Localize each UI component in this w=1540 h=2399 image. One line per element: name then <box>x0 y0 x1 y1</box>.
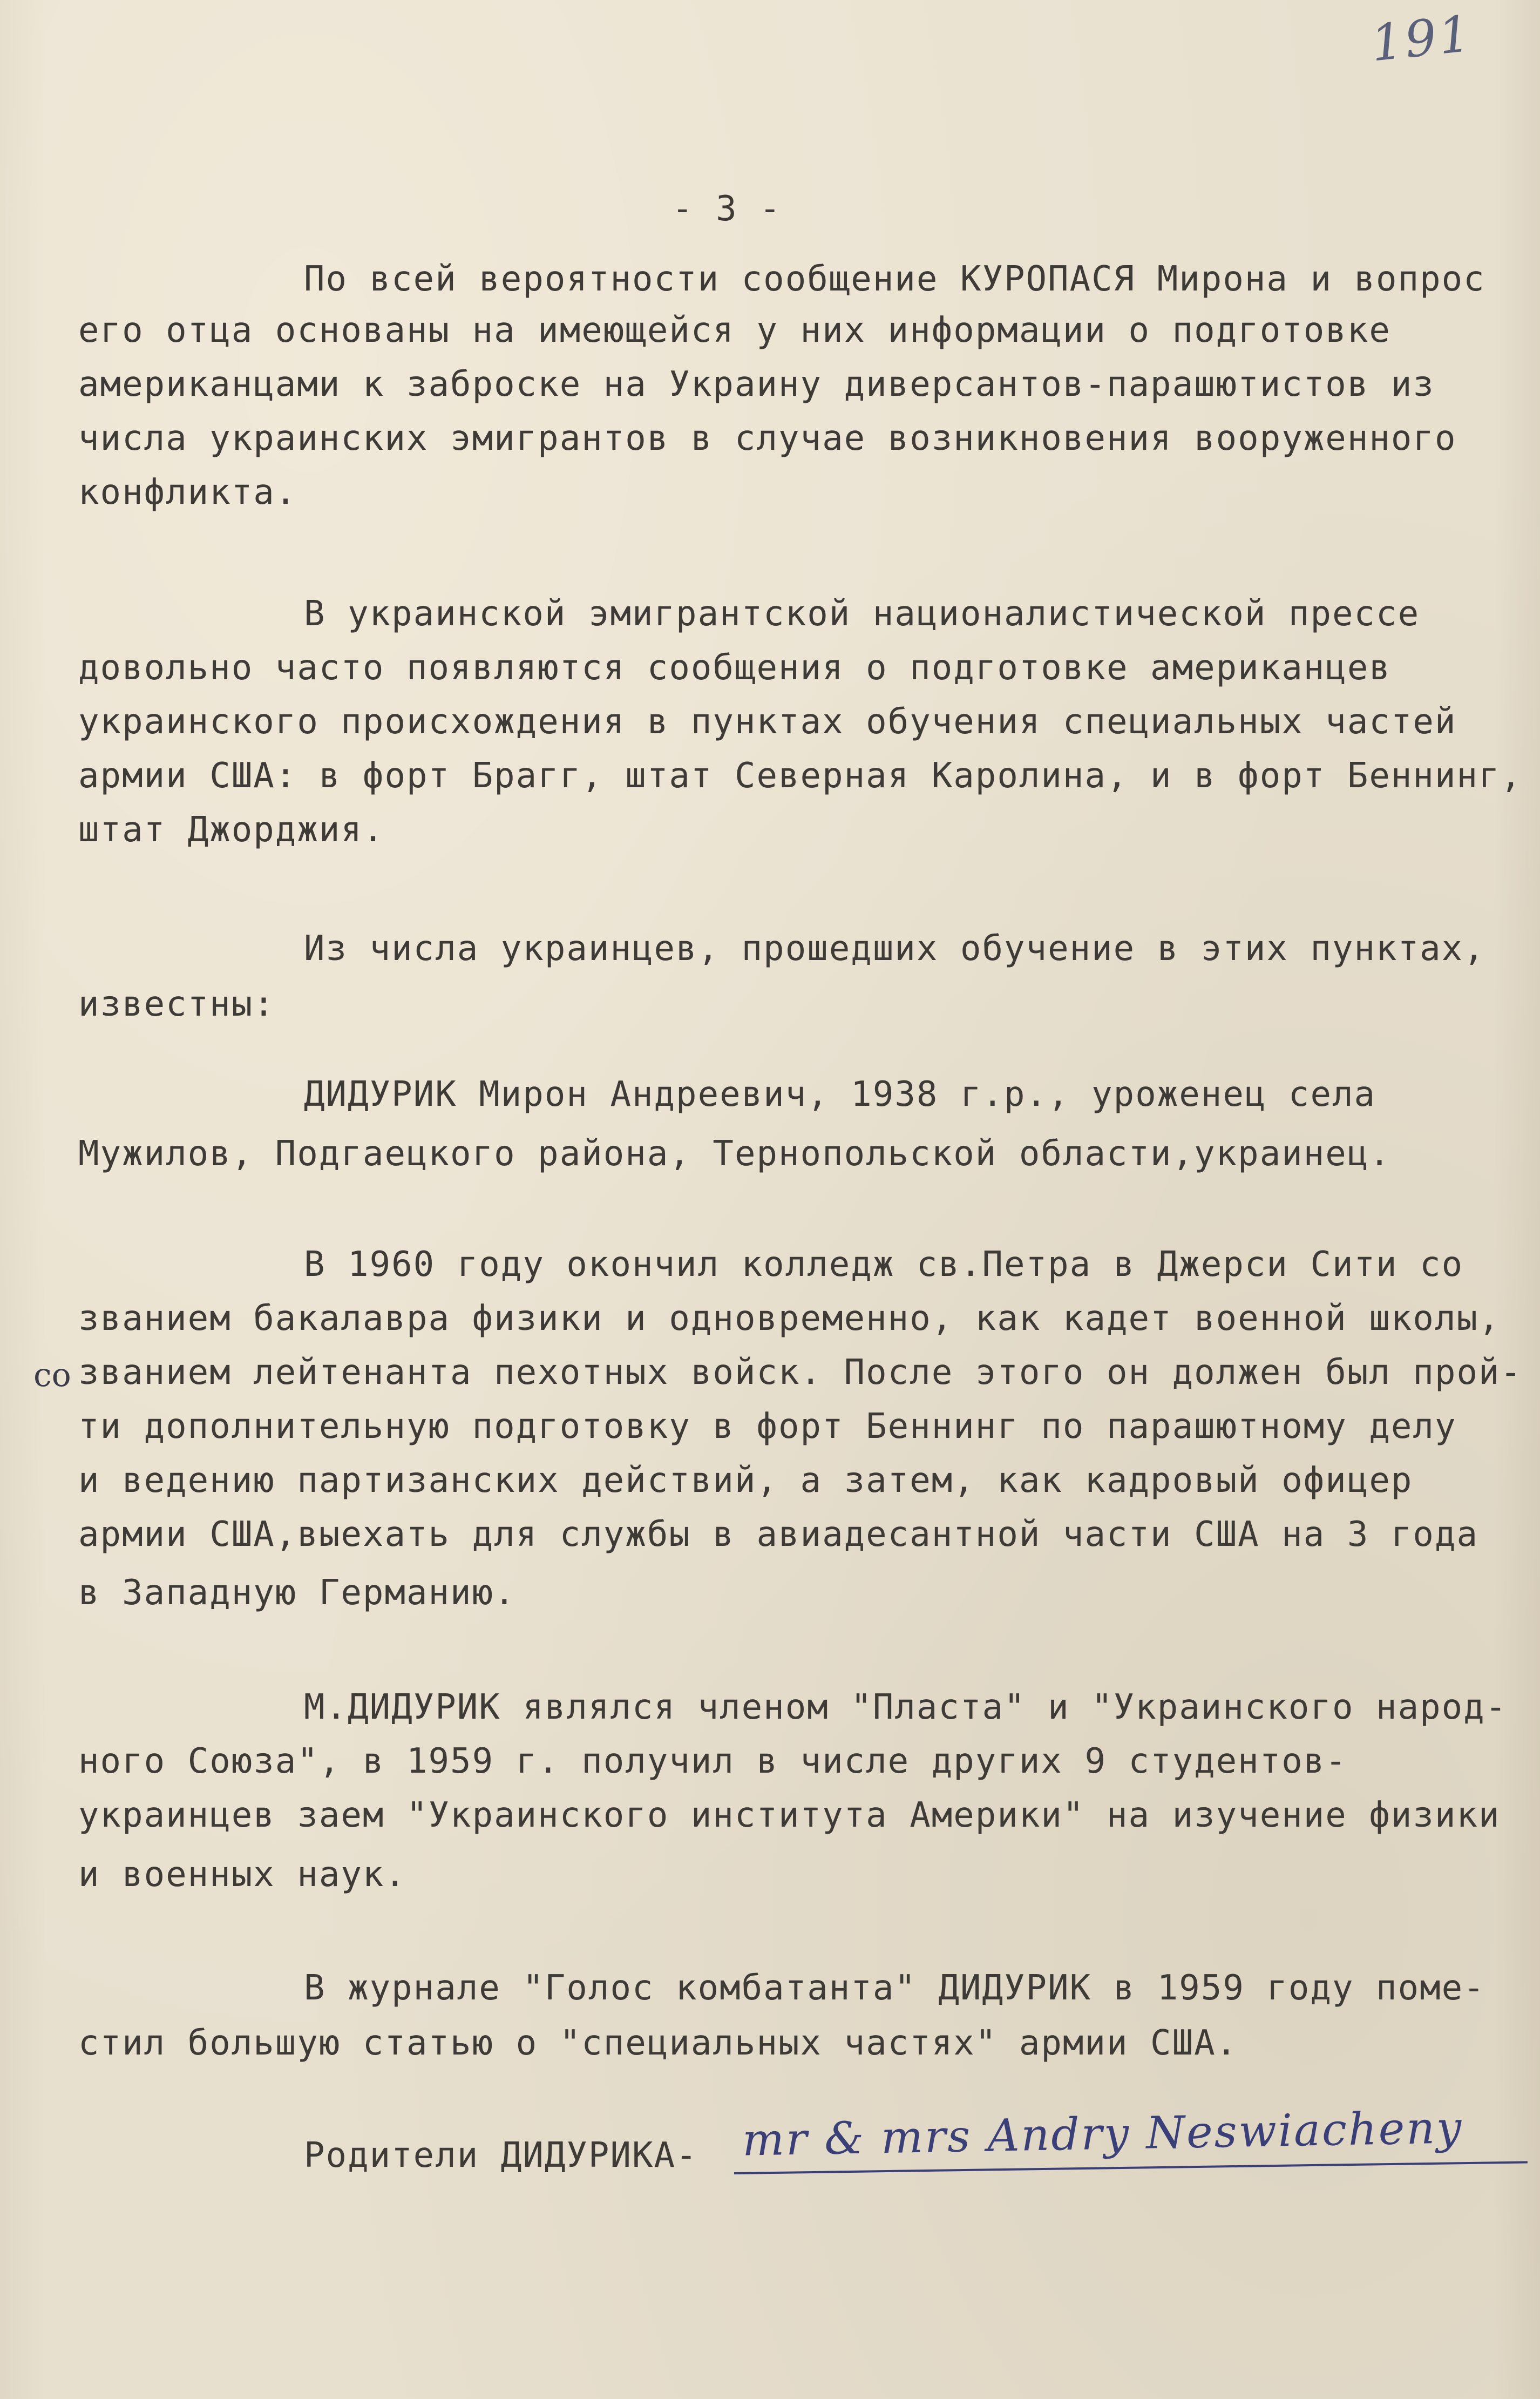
folio-number: 191 <box>1368 4 1475 73</box>
paragraph-5-line-2: званием бакалавра физики и одновременно, как кадет военной школы, <box>78 1299 1501 1339</box>
paragraph-5-line-1: В 1960 году окончил колледж св.Петра в Джерси Сити со <box>304 1245 1464 1285</box>
paragraph-6-line-4: и военных наук. <box>78 1855 406 1895</box>
paragraph-2-line-2: довольно часто появляются сообщения о подготовке американцев <box>78 648 1391 688</box>
paragraph-5-line-3: званием лейтенанта пехотных войск. После этого он должен был прой- <box>78 1353 1523 1393</box>
parents-label: Родители ДИДУРИКА- <box>304 2136 698 2175</box>
paragraph-5-line-5: и ведению партизанских действий, а затем, как кадровый офицер <box>78 1461 1413 1501</box>
paragraph-6-line-2: ного Союза", в 1959 г. получил в числе других 9 студентов- <box>78 1741 1347 1781</box>
page-number-marker: - 3 - <box>672 189 782 229</box>
paragraph-5-line-6: армии США,выехать для службы в авиадесантной части США на 3 года <box>78 1515 1478 1555</box>
paragraph-6-line-3: украинцев заем "Украинского института Америки" на изучение физики <box>78 1795 1501 1835</box>
paragraph-5-line-7: в Западную Германию. <box>78 1573 516 1613</box>
paragraph-6-line-1: М.ДИДУРИК являлся членом "Пласта" и "Украинского народ- <box>304 1687 1508 1727</box>
paragraph-1-line-4: числа украинских эмигрантов в случае возникновения вооруженного <box>78 418 1457 458</box>
paragraph-2-line-3: украинского происхождения в пунктах обучения специальных частей <box>78 702 1457 742</box>
paragraph-7-line-1: В журнале "Голос комбатанта" ДИДУРИК в 1959 году поме- <box>304 1968 1485 2008</box>
paragraph-1-line-5: конфликта. <box>78 472 297 512</box>
paragraph-1-line-1: По всей вероятности сообщение КУРОПАСЯ Мирона и вопрос <box>304 259 1485 299</box>
paragraph-2-line-4: армии США: в форт Брагг, штат Северная Каролина, и в форт Беннинг, <box>78 756 1523 796</box>
paragraph-4-line-2: Мужилов, Подгаецкого района, Тернопольской области,украинец. <box>78 1134 1391 1174</box>
paragraph-7-line-2: стил большую статью о "специальных частях" армии США. <box>78 2023 1238 2063</box>
handwritten-parents-names: mr & mrs Andry Neswiacheny <box>742 2102 1464 2166</box>
paragraph-2-line-5: штат Джорджия. <box>78 810 385 850</box>
paragraph-1-line-2: его отца основаны на имеющейся у них информации о подготовке <box>78 310 1391 350</box>
paragraph-4-line-1: ДИДУРИК Мирон Андреевич, 1938 г.р., уроженец села <box>304 1075 1376 1114</box>
paragraph-2-line-1: В украинской эмигрантской националистической прессе <box>304 594 1420 634</box>
margin-annotation: со <box>33 1356 71 1394</box>
paragraph-5-line-4: ти дополнительную подготовку в форт Беннинг по парашютному делу <box>78 1407 1457 1447</box>
paragraph-1-line-3: американцами к заброске на Украину диверсантов-парашютистов из <box>78 364 1435 404</box>
paragraph-3-line-1: Из числа украинцев, прошедших обучение в этих пунктах, <box>304 929 1485 969</box>
paragraph-3-line-2: известны: <box>78 984 275 1024</box>
